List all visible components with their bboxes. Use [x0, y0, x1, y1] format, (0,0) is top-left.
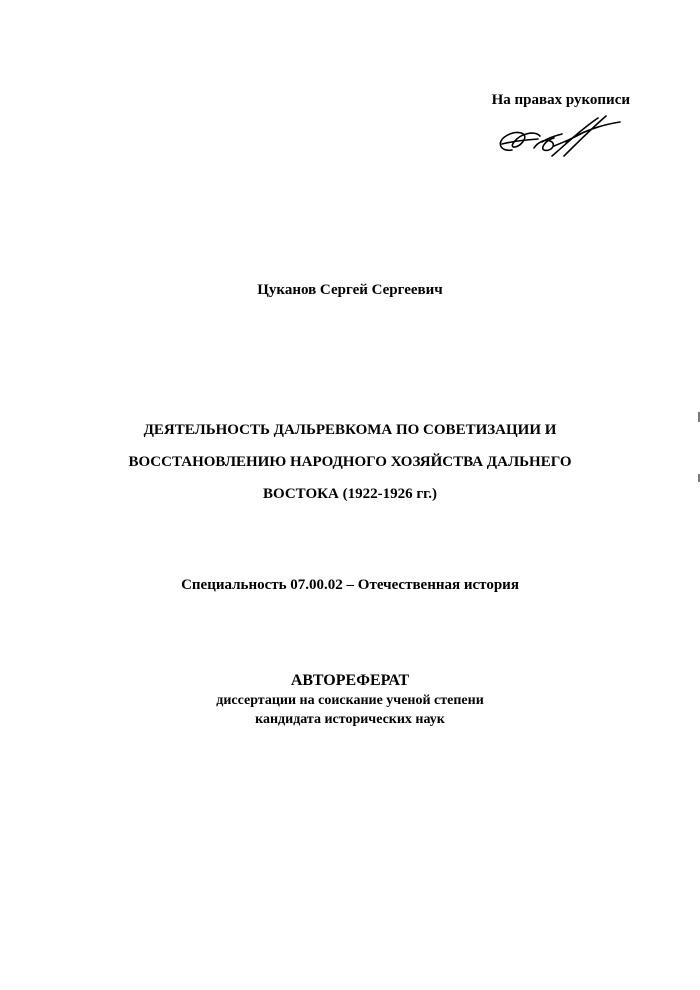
specialty: Специальность 07.00.02 – Отечественная история [181, 577, 519, 593]
title-line: ДЕЯТЕЛЬНОСТЬ ДАЛЬРЕВКОМА ПО СОВЕТИЗАЦИИ И [143, 422, 557, 438]
title-line: ВОСТОКА (1922-1926 гг.) [262, 486, 438, 502]
abstract-heading: АВТОРЕФЕРАТ [290, 672, 410, 689]
abstract-block [0, 671, 700, 729]
rights-note: На правах рукописи [491, 92, 630, 108]
author-name: Цуканов Сергей Сергеевич [257, 282, 443, 298]
abstract-line: диссертации на соискание ученой степени [216, 693, 484, 708]
dissertation-title [60, 414, 640, 510]
abstract-line: кандидата исторических наук [255, 712, 445, 727]
title-line: ВОССТАНОВЛЕНИЮ НАРОДНОГО ХОЗЯЙСТВА ДАЛЬНЕГО [128, 454, 572, 470]
signature-icon [494, 112, 624, 166]
